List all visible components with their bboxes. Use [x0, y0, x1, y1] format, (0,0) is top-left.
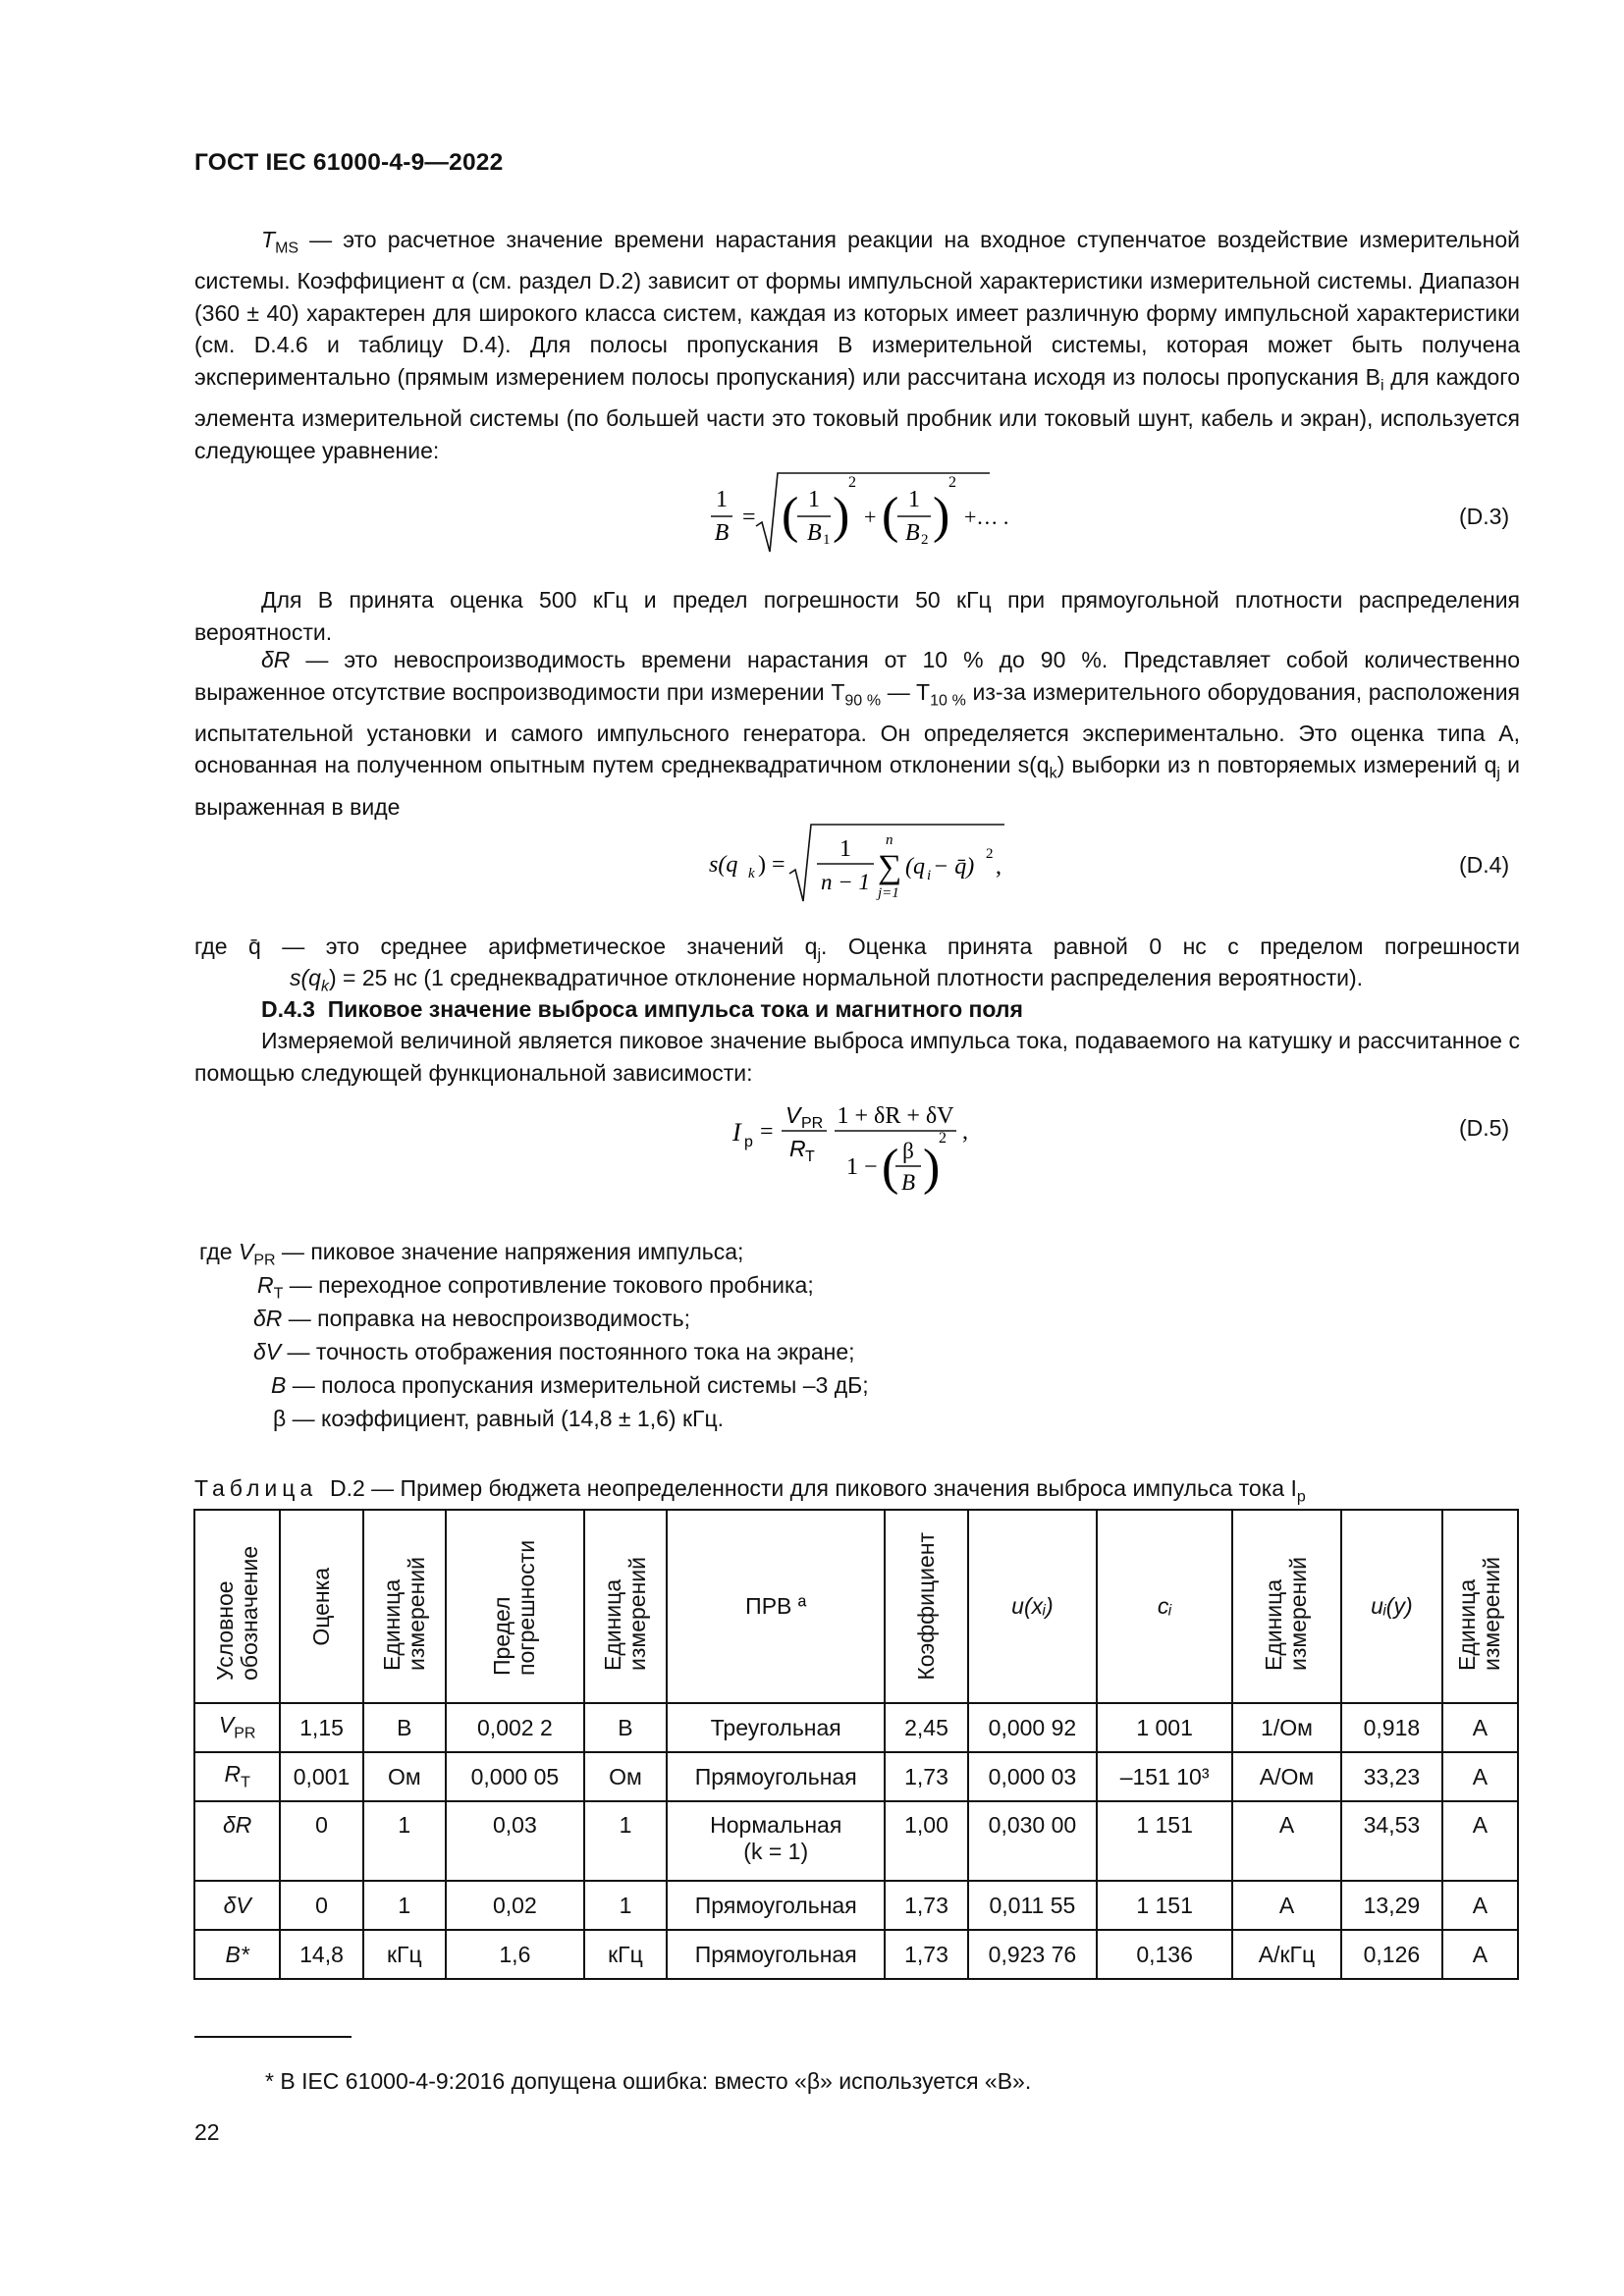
- svg-text:k: k: [748, 866, 755, 881]
- table-cell: 1 001: [1097, 1703, 1232, 1752]
- svg-text:j=1: j=1: [878, 885, 899, 901]
- formula-d3-svg: [705, 469, 1009, 558]
- table-cell: 0,000 05: [446, 1752, 584, 1801]
- table-cell: 1: [584, 1801, 667, 1881]
- svg-text:2: 2: [848, 474, 856, 491]
- table-caption: [194, 1472, 1520, 1514]
- paragraph-text: — это невоспроизводимость времени нарастания от 10 % до 90 %. Представляет собой количественно выраженное отсутствие воспроизводимости при измерении T: [194, 647, 1520, 705]
- svg-text:i: i: [927, 868, 932, 883]
- col-header: cᵢ: [1097, 1510, 1232, 1703]
- table-cell: 0,030 00: [968, 1801, 1098, 1881]
- svg-text:− q̄): − q̄): [933, 854, 975, 880]
- table-cell: 0,02: [446, 1881, 584, 1930]
- table-cell: А: [1442, 1752, 1518, 1801]
- col-header: Единица измерений: [363, 1510, 446, 1703]
- table-caption-text: D.2 — Пример бюджета неопределенности для пикового значения выброса импульса тока I: [329, 1475, 1297, 1501]
- formula-d3-lhs-den: B: [714, 520, 730, 546]
- footnote: * В IEC 61000-4-9:2016 допущена ошибка: вместо «β» используется «В».: [265, 2068, 1032, 2094]
- paragraph-text: из-за измерительного оборудования, расположения испытательной установки и самого импульсного генератора. Он определяется экспериментально. Это оценка типа А, основанная на полученном опытным путем среднеквадратичном отклонении s(q: [194, 678, 1521, 778]
- table-cell: –151 10³: [1097, 1752, 1232, 1801]
- table-row: [194, 1752, 1518, 1801]
- table-cell: B*: [194, 1930, 280, 1979]
- legend-item: δV — точность отображения постоянного тока на экране;: [253, 1339, 855, 1364]
- svg-text:): ): [833, 488, 850, 544]
- table-cell: 0,000 03: [968, 1752, 1098, 1801]
- svg-text:I: I: [732, 1118, 741, 1147]
- formula-d3-b1: B: [807, 520, 822, 546]
- table-row: [194, 1801, 1518, 1881]
- table-cell: А: [1442, 1703, 1518, 1752]
- paragraph-text: для каждого элемента измерительной системы (по большей части это токовый пробник или токовый шунт, кабель и экран), используется следующее уравнение:: [194, 363, 1520, 463]
- table-cell: 1 151: [1097, 1801, 1232, 1881]
- paragraph-text: Измеряемой величиной является пиковое значение выброса импульса тока, подаваемого на катушку и рассчитанное с помощью следующей функциональной зависимости:: [194, 1028, 1520, 1086]
- table-cell: Треугольная: [667, 1703, 885, 1752]
- svg-text:n − 1: n − 1: [820, 870, 871, 894]
- table-cell: А: [1442, 1930, 1518, 1979]
- paragraph-text: Для B принята оценка 500 кГц и предел погрешности 50 кГц при прямоугольной плотности распределения вероятности.: [194, 587, 1520, 645]
- table-header-row: [194, 1510, 1518, 1703]
- svg-text:(: (: [882, 1140, 899, 1196]
- legend-item: где $V_{PR}$ — пиковое значение напряжения импульса;: [199, 1239, 744, 1269]
- table-cell: $R_T$: [194, 1752, 280, 1801]
- svg-text:2: 2: [948, 474, 956, 491]
- svg-text:): ): [933, 488, 950, 544]
- table-cell: А: [1232, 1801, 1341, 1881]
- table-cell: Прямоугольная: [667, 1881, 885, 1930]
- svg-text:(: (: [882, 488, 899, 544]
- table-cell: А/Ом: [1232, 1752, 1341, 1801]
- table-cell: δR: [194, 1801, 280, 1881]
- symbol-sub: k: [320, 978, 329, 995]
- table-cell: В: [363, 1703, 446, 1752]
- symbol-delta-r: δR: [261, 647, 291, 672]
- paragraph-text: ) выборки из n повторяемых измерений q: [1056, 752, 1497, 778]
- symbol-sub: MS: [275, 240, 299, 257]
- col-header: Коэффициент: [885, 1510, 967, 1703]
- legend-item: $R_T$ — переходное сопротивление токового пробника;: [257, 1272, 814, 1303]
- table-cell: 1,6: [446, 1930, 584, 1979]
- section-heading: [194, 993, 1520, 1026]
- table-cell: 0,126: [1341, 1930, 1442, 1979]
- table-cell: 13,29: [1341, 1881, 1442, 1930]
- table-cell: кГц: [584, 1930, 667, 1979]
- formula-d3-tail: +… .: [964, 505, 1009, 529]
- formula-number-d4: (D.4): [1459, 852, 1510, 878]
- table-cell: 0: [280, 1881, 362, 1930]
- symbol-sub: 10 %: [930, 692, 966, 710]
- paragraph-text: где q̄ — это среднее арифметическое значений q: [194, 934, 818, 959]
- svg-text:R: R: [789, 1136, 806, 1161]
- svg-text:(q: (q: [905, 854, 925, 880]
- table-row: [194, 1930, 1518, 1979]
- svg-text:1: 1: [839, 836, 851, 862]
- svg-text:(: (: [782, 488, 799, 544]
- formula-d4-svg: [705, 817, 1019, 905]
- table-cell: Ом: [363, 1752, 446, 1801]
- formula-d3-b2: B: [905, 520, 920, 546]
- symbol-sub: j: [1496, 765, 1500, 782]
- table-cell: Ом: [584, 1752, 667, 1801]
- table-cell: 0,002 2: [446, 1703, 584, 1752]
- symbol-sub: k: [1049, 765, 1057, 782]
- paragraph-delta-r: [194, 644, 1520, 823]
- svg-text:1: 1: [908, 487, 920, 512]
- table-cell: 33,23: [1341, 1752, 1442, 1801]
- svg-text:,: ,: [962, 1119, 968, 1145]
- table-cell: 1,00: [885, 1801, 967, 1881]
- svg-text:n: n: [886, 832, 893, 848]
- svg-text:1 −: 1 −: [846, 1154, 878, 1180]
- section-title: Пиковое значение выброса импульса тока и магнитного поля: [327, 996, 1023, 1022]
- table-cell: 0,011 55: [968, 1881, 1098, 1930]
- paragraph-b-estimate: [194, 584, 1520, 648]
- svg-text:=: =: [760, 1119, 774, 1145]
- table-cell: А: [1232, 1881, 1341, 1930]
- formula-d5-svg: [731, 1092, 996, 1209]
- table-cell: 1: [363, 1881, 446, 1930]
- table-cell: 1,73: [885, 1930, 967, 1979]
- table-cell: 0: [280, 1801, 362, 1881]
- svg-text:T: T: [805, 1148, 815, 1165]
- document-header: ГОСТ IEC 61000-4-9—2022: [194, 149, 504, 176]
- svg-text:V: V: [785, 1102, 801, 1128]
- svg-text:=: =: [742, 505, 756, 530]
- svg-text:2: 2: [986, 846, 994, 862]
- col-header: Единица измерений: [1232, 1510, 1341, 1703]
- paragraph-text: ) = 25 нс (1 среднеквадратичное отклонение нормальной плотности распределения вероятности).: [328, 965, 1364, 990]
- formula-d3-lhs-num: 1: [716, 487, 728, 512]
- table-caption-sub: p: [1296, 1488, 1306, 1506]
- uncertainty-budget-table: [193, 1509, 1519, 1980]
- symbol-sub: j: [817, 946, 821, 964]
- legend-item: B — полоса пропускания измерительной системы –3 дБ;: [271, 1372, 869, 1398]
- table-cell: δV: [194, 1881, 280, 1930]
- formula-number-d5: (D.5): [1459, 1115, 1510, 1141]
- table-cell: 1,73: [885, 1881, 967, 1930]
- table-cell: 0,03: [446, 1801, 584, 1881]
- page-number: 22: [194, 2119, 220, 2145]
- table-cell: 0,918: [1341, 1703, 1442, 1752]
- col-header: Предел погрешности: [446, 1510, 584, 1703]
- table-cell: 0,001: [280, 1752, 362, 1801]
- col-header: ПРВ ª: [667, 1510, 885, 1703]
- table-row: [194, 1881, 1518, 1930]
- table-cell: 1: [584, 1881, 667, 1930]
- table-row: [194, 1703, 1518, 1752]
- svg-text:) =: ) =: [758, 852, 785, 878]
- paragraph-text: — это расчетное значение времени нарастания реакции на входное ступенчатое воздействие измерительной системы. Коэффициент α (см. раздел D.2) зависит от формы импульсной характеристики измерительной системы. Диапазон (360 ± 40) характерен для широкого класса систем, каждая из которых имеет различную форму импульсной характеристики (см. D.4.6 и таблицу D.4). Для полосы пропускания B измерительной системы, которая может быть получена экспериментально (прямым измерением полосы пропускания) или рассчитана исходя из полосы пропускания B: [194, 227, 1520, 390]
- symbol-t: T: [261, 227, 276, 252]
- footnote-separator: [194, 2036, 352, 2038]
- formula-d3-b1-sub: 1: [823, 532, 831, 548]
- paragraph-measurand: [194, 1025, 1520, 1089]
- paragraph-text: и выраженная в виде: [194, 752, 1520, 820]
- col-header: Единица измерений: [1442, 1510, 1518, 1703]
- table-cell: А: [1442, 1881, 1518, 1930]
- table-cell: $V_{PR}$: [194, 1703, 280, 1752]
- table-cell: А/кГц: [1232, 1930, 1341, 1979]
- svg-text:β: β: [902, 1139, 914, 1163]
- table-cell: 34,53: [1341, 1801, 1442, 1881]
- table-cell: кГц: [363, 1930, 446, 1979]
- legend-item: δR — поправка на невоспроизводимость;: [253, 1306, 691, 1331]
- section-number: D.4.3: [261, 996, 315, 1022]
- table-cell: 1/Ом: [1232, 1703, 1341, 1752]
- svg-text:): ): [923, 1140, 941, 1196]
- svg-text:p: p: [744, 1134, 753, 1150]
- table-cell: 1,73: [885, 1752, 967, 1801]
- svg-text:1 + δR + δV: 1 + δR + δV: [837, 1103, 954, 1129]
- table-cell: Прямоугольная: [667, 1930, 885, 1979]
- col-header: Единица измерений: [584, 1510, 667, 1703]
- table-cell: 1,15: [280, 1703, 362, 1752]
- formula-number-d3: (D.3): [1459, 504, 1510, 529]
- symbol-sub: i: [1380, 377, 1384, 395]
- table-cell: А: [1442, 1801, 1518, 1881]
- table-cell: 0,136: [1097, 1930, 1232, 1979]
- paragraph-text: — T: [881, 678, 931, 705]
- svg-text:1: 1: [808, 487, 820, 512]
- table-caption-label: Таблица: [194, 1475, 318, 1501]
- legend-item: β — коэффициент, равный (14,8 ± 1,6) кГц.: [273, 1406, 725, 1431]
- svg-text:B: B: [900, 1170, 916, 1195]
- table-cell: 0,000 92: [968, 1703, 1098, 1752]
- paragraph-text: . Оценка принята равной 0 нс с пределом погрешности: [821, 934, 1521, 959]
- symbol-sub: 90 %: [844, 692, 882, 710]
- table-cell: Нормальная (k = 1): [667, 1801, 885, 1881]
- table-cell: 1 151: [1097, 1881, 1232, 1930]
- table-cell: 0,923 76: [968, 1930, 1098, 1979]
- col-header: Оценка: [280, 1510, 362, 1703]
- table-cell: 1: [363, 1801, 446, 1881]
- paragraph-tms: [194, 224, 1520, 466]
- svg-text:+: +: [864, 505, 877, 529]
- svg-text:∑: ∑: [878, 849, 902, 885]
- table-cell: В: [584, 1703, 667, 1752]
- col-header: u(xᵢ): [968, 1510, 1098, 1703]
- paragraph-text: s(q: [290, 965, 321, 990]
- col-header: Условное обозначение: [194, 1510, 280, 1703]
- col-header: uᵢ(y): [1341, 1510, 1442, 1703]
- svg-text:,: ,: [996, 854, 1001, 880]
- table-cell: 14,8: [280, 1930, 362, 1979]
- formula-d3-b2-sub: 2: [921, 532, 929, 548]
- formula-d4-lhs: s(q: [709, 852, 738, 878]
- svg-text:2: 2: [939, 1130, 947, 1147]
- svg-text:PR: PR: [801, 1115, 824, 1132]
- table-cell: Прямоугольная: [667, 1752, 885, 1801]
- table-cell: 2,45: [885, 1703, 967, 1752]
